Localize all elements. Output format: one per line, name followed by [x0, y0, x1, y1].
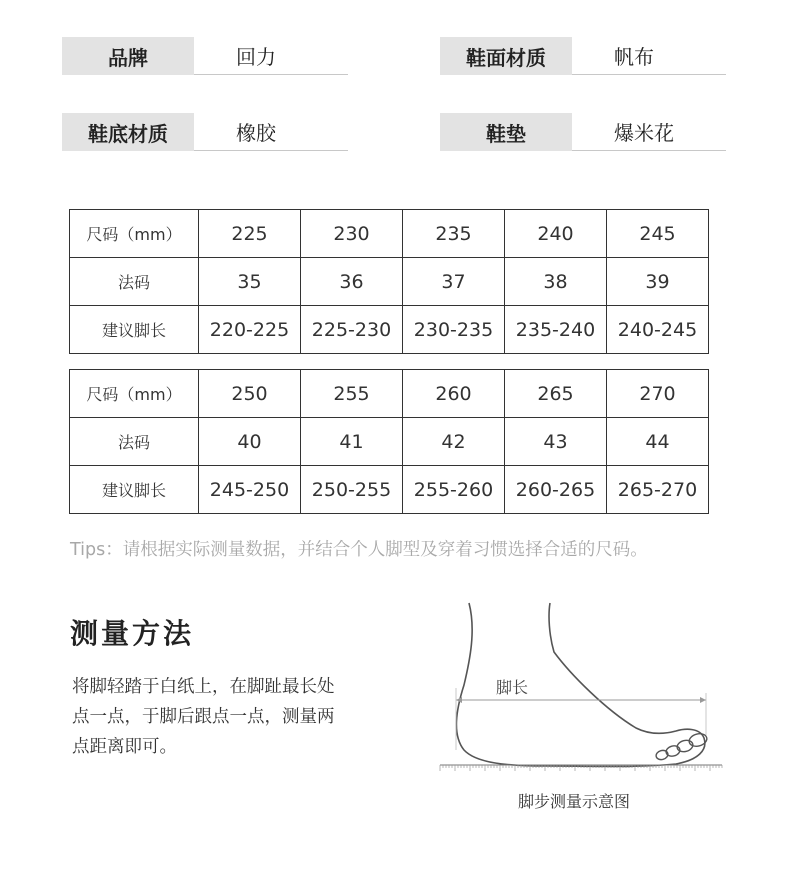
table-row — [70, 370, 709, 418]
table-cell: 44 — [607, 418, 709, 466]
table-cell: 225 — [199, 210, 301, 258]
toe — [676, 739, 694, 754]
row-label: 法码 — [70, 258, 199, 306]
table-cell: 230 — [301, 210, 403, 258]
method-description — [72, 672, 372, 762]
ruler-ticks — [440, 765, 722, 771]
table-cell: 35 — [199, 258, 301, 306]
table-cell: 43 — [505, 418, 607, 466]
row-label: 尺码（mm） — [70, 370, 199, 418]
table-cell: 225-230 — [301, 306, 403, 354]
method-line: 点一点，于脚后跟点一点，测量两 — [72, 707, 335, 727]
attribute-label: 鞋面材质 — [440, 37, 572, 75]
method-title: 测量方法 — [70, 617, 195, 650]
table-cell: 40 — [199, 418, 301, 466]
row-label: 建议脚长 — [70, 306, 199, 354]
attribute-value: 爆米花 — [572, 113, 726, 151]
table-cell: 260-265 — [505, 466, 607, 514]
foot-measurement-illustration — [436, 600, 726, 775]
attribute-upper-material — [440, 37, 726, 75]
table-cell: 250 — [199, 370, 301, 418]
table-cell: 240-245 — [607, 306, 709, 354]
table-cell: 265 — [505, 370, 607, 418]
table-cell: 41 — [301, 418, 403, 466]
table-cell: 255 — [301, 370, 403, 418]
table-cell: 245-250 — [199, 466, 301, 514]
attribute-value: 回力 — [194, 37, 348, 75]
table-cell: 42 — [403, 418, 505, 466]
attribute-value: 橡胶 — [194, 113, 348, 151]
size-tips: Tips：请根据实际测量数据，并结合个人脚型及穿着习惯选择合适的尺码。 — [70, 540, 648, 560]
attribute-label: 鞋垫 — [440, 113, 572, 151]
row-label: 建议脚长 — [70, 466, 199, 514]
foot-outline — [456, 603, 704, 767]
row-label: 尺码（mm） — [70, 210, 199, 258]
table-cell: 235 — [403, 210, 505, 258]
attribute-label: 品牌 — [62, 37, 194, 75]
table-cell: 39 — [607, 258, 709, 306]
attribute-brand — [62, 37, 348, 75]
table-row — [70, 210, 709, 258]
table-cell: 245 — [607, 210, 709, 258]
attribute-label: 鞋底材质 — [62, 113, 194, 151]
attribute-insole — [440, 113, 726, 151]
method-line: 点距离即可。 — [72, 737, 177, 757]
table-row — [70, 466, 709, 514]
table-cell: 260 — [403, 370, 505, 418]
table-cell: 220-225 — [199, 306, 301, 354]
table-cell: 255-260 — [403, 466, 505, 514]
attribute-value: 帆布 — [572, 37, 726, 75]
size-table-2 — [69, 369, 709, 514]
attribute-sole-material — [62, 113, 348, 151]
table-cell: 270 — [607, 370, 709, 418]
foot-length-label: 脚长 — [496, 678, 529, 697]
table-cell: 36 — [301, 258, 403, 306]
table-row — [70, 418, 709, 466]
table-cell: 230-235 — [403, 306, 505, 354]
table-cell: 240 — [505, 210, 607, 258]
method-line: 将脚轻踏于白纸上，在脚趾最长处 — [72, 677, 335, 697]
row-label: 法码 — [70, 418, 199, 466]
table-cell: 250-255 — [301, 466, 403, 514]
table-cell: 235-240 — [505, 306, 607, 354]
table-row — [70, 306, 709, 354]
table-cell: 37 — [403, 258, 505, 306]
table-row — [70, 258, 709, 306]
table-cell: 38 — [505, 258, 607, 306]
diagram-caption: 脚步测量示意图 — [518, 792, 631, 811]
size-table-1 — [69, 209, 709, 354]
table-cell: 265-270 — [607, 466, 709, 514]
